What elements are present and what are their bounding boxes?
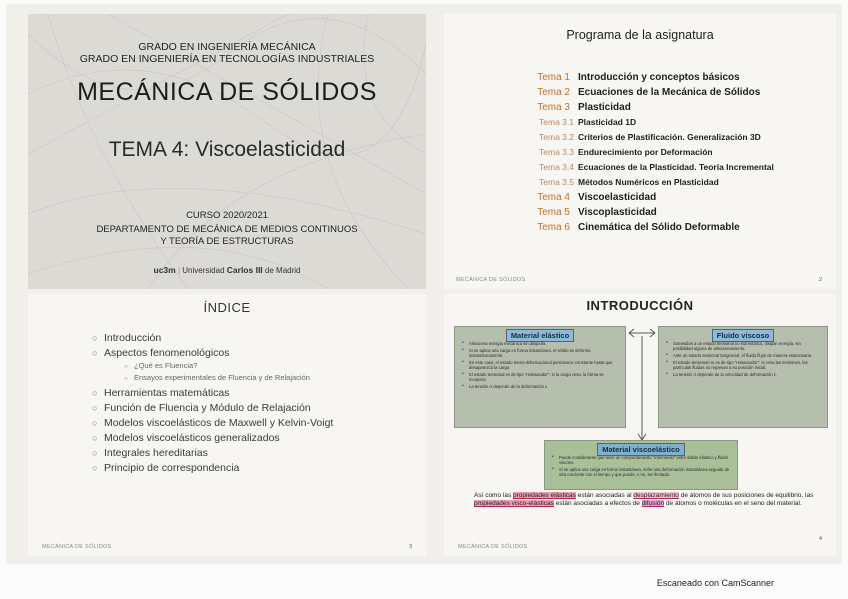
fluid-list-item: • Ante un estado tensional tangencial, el fluido fluye de manera estacionaria. (673, 353, 821, 358)
index-item-label: Aspectos fenomenológicos (104, 347, 230, 359)
viscous-fluid-box (658, 326, 828, 428)
bullet-icon: ○ (92, 348, 98, 358)
slide-cover (28, 14, 426, 289)
page-number: 4 (818, 536, 822, 542)
elastic-list-item: • La tensión σ depende de la deformación ε. (469, 384, 619, 389)
program-row-title: Plasticidad (578, 102, 631, 113)
index-item-label: Modelos viscoelásticos de Maxwell y Kelvin-Voigt (104, 417, 334, 429)
program-row (444, 162, 836, 176)
index-item-label: Principio de correspondencia (104, 462, 240, 474)
program-row-key: Tema 1 (537, 72, 570, 83)
fluid-list-item: • La tensión σ depende de la velocidad de deformación ε̇. (673, 372, 821, 377)
program-row-title: Cinemática del Sólido Deformable (578, 222, 740, 233)
para-text: de átomos o moléculas en el seno del material. (665, 500, 802, 507)
bullet-icon: ○ (124, 376, 128, 382)
page-number: 2 (818, 277, 822, 283)
program-row-key: Tema 3.5 (539, 177, 574, 187)
elastic-material-box (454, 326, 626, 428)
highlight-viscoelastic-properties: propiedades visco-elásticas (474, 500, 554, 507)
slide-footer: MECÁNICA DE SÓLIDOS (42, 544, 112, 550)
program-row-key: Tema 3.2 (539, 132, 574, 142)
viscoelastic-material-list (551, 455, 731, 479)
logo-city: de Madrid (264, 266, 301, 275)
index-item (92, 347, 230, 359)
index-item (92, 332, 161, 344)
program-row (444, 222, 836, 236)
course-title: MECÁNICA DE SÓLIDOS (77, 78, 377, 106)
para-text: de átomos de sus posiciones de equilibrio, las (680, 492, 814, 499)
program-row-key: Tema 3.1 (539, 117, 574, 127)
logo-name: Carlos III (226, 265, 263, 275)
viscous-fluid-title: Fluido viscoso (712, 329, 775, 342)
index-item-label: Integrales hereditarias (104, 447, 208, 459)
program-row-key: Tema 5 (537, 207, 570, 218)
program-row-key: Tema 4 (537, 192, 570, 203)
slide-footer: MECÁNICA DE SÓLIDOS (456, 277, 526, 283)
program-row (444, 207, 836, 221)
viscoelastic-material-title: Material viscoelástico (597, 443, 685, 456)
index-subitem (124, 361, 197, 370)
program-row-title: Endurecimiento por Deformación (578, 147, 713, 157)
index-item-label: Ensayos experimentales de Fluencia y de Relajación (134, 373, 310, 382)
elastic-material-title: Material elástico (506, 329, 574, 342)
program-row (444, 132, 836, 146)
program-row (444, 87, 836, 101)
program-row-key: Tema 6 (537, 222, 570, 233)
program-row (444, 192, 836, 206)
department-line-2: Y TEORÍA DE ESTRUCTURAS (160, 236, 294, 247)
program-row-key: Tema 2 (537, 87, 570, 98)
scanned-sheet (6, 4, 842, 564)
program-row (444, 102, 836, 116)
program-row (444, 177, 836, 191)
para-text: están asociadas a efectos de (555, 500, 640, 507)
program-heading: Programa de la asignatura (566, 28, 714, 42)
highlight-displacement: desplazamiento (633, 492, 679, 499)
elastic-list-item: • En este caso, el estado tenso-deformacional permanece constante hasta que desaparezca la carga. (469, 360, 619, 370)
fluid-list-item: • El estado tensional no es de tipo "restaurador": si cesa las tensiones, las partículas fluidas no regresan a su posición inicial. (673, 360, 821, 370)
slide-introduction (444, 294, 836, 556)
slide-program (444, 14, 836, 289)
degree-line-2: GRADO EN INGENIERÍA EN TECNOLOGÍAS INDUSTRIALES (79, 53, 375, 65)
bullet-icon: ○ (92, 388, 98, 398)
intro-paragraph (474, 492, 814, 508)
viscoelastic-list-item: • Puede considerarse que tiene un comportamiento "intermedio" entre sólido elástico y fluido viscoso. (559, 455, 731, 465)
index-item-label: Herramientas matemáticas (104, 387, 230, 399)
program-row (444, 72, 836, 86)
logo-uni: Universidad (182, 266, 225, 275)
bullet-icon: ○ (92, 403, 98, 413)
index-item-label: Modelos viscoelásticos generalizados (104, 432, 280, 444)
intro-heading: INTRODUCCIÓN (586, 298, 694, 313)
index-item-label: ¿Qué es Fluencia? (134, 361, 198, 370)
viscoelastic-material-box (544, 440, 738, 490)
academic-year: CURSO 2020/2021 (186, 210, 268, 221)
index-item (92, 462, 239, 474)
bullet-icon: ○ (92, 433, 98, 443)
degree-line-1: GRADO EN INGENIERÍA MECÁNICA (138, 41, 316, 53)
viscous-fluid-list (665, 341, 821, 379)
highlight-elastic-properties: propiedades elásticas (513, 492, 576, 499)
elastic-list-item: • El estado tensional es de tipo "restaurador": si la carga cesa, la forma se recupera. (469, 372, 619, 382)
program-row-title: Plasticidad 1D (578, 117, 637, 127)
program-row (444, 117, 836, 131)
program-row-title: Ecuaciones de la Mecánica de Sólidos (578, 87, 761, 98)
page-number: 3 (408, 544, 412, 550)
scanner-watermark: Escaneado con CamScanner (656, 578, 774, 588)
program-row-title: Introducción y conceptos básicos (578, 72, 740, 83)
logo-short: uc3m (153, 265, 176, 275)
index-item-label: Función de Fluencia y Módulo de Relajación (104, 402, 311, 414)
down-arrow-icon (636, 336, 648, 442)
index-item (92, 417, 333, 429)
viscoelastic-list-item: • Si se aplica una carga en forma instantánea, sufre una deformación instantánea seguida de otra creciente con el tiempo y que puede, o no, ser limitada. (559, 467, 731, 477)
program-row-title: Métodos Numéricos en Plasticidad (578, 177, 719, 187)
slide-footer: MECÁNICA DE SÓLIDOS (458, 544, 528, 550)
bullet-icon: ○ (92, 463, 98, 473)
program-row-key: Tema 3.3 (539, 147, 574, 157)
program-row-key: Tema 3 (537, 102, 570, 113)
bullet-icon: ○ (92, 418, 98, 428)
index-item-label: Introducción (104, 332, 162, 344)
program-row-title: Viscoplasticidad (578, 207, 657, 218)
slide-index (28, 294, 426, 556)
program-row-title: Viscoelasticidad (578, 192, 657, 203)
topic-title: TEMA 4: Viscoelasticidad (108, 138, 346, 161)
bullet-icon: ○ (124, 364, 128, 370)
university-logo: uc3m | Universidad Carlos III de Madrid (153, 265, 301, 275)
elastic-material-list (461, 341, 619, 391)
index-item (92, 432, 280, 444)
index-item (92, 447, 208, 459)
highlight-diffusion: difusión (641, 500, 665, 507)
elastic-list-item: • Si se aplica una carga en forma instantánea, el sólido se deforma instantáneamente. (469, 348, 619, 358)
index-item (92, 387, 229, 399)
para-text: están asociadas al (577, 492, 632, 499)
program-row-key: Tema 3.4 (539, 162, 574, 172)
index-item (92, 402, 311, 414)
bullet-icon: ○ (92, 448, 98, 458)
bullet-icon: ○ (92, 333, 98, 343)
program-row (444, 147, 836, 161)
index-subitem (124, 373, 310, 382)
elastic-list-item: • Almacena energía mecánica sin disiparla. (469, 341, 619, 346)
index-heading: ÍNDICE (203, 300, 251, 315)
program-row-title: Criterios de Plastificación. Generalización 3D (578, 132, 761, 142)
para-text: Así como las (474, 492, 512, 499)
program-row-title: Ecuaciones de la Plasticidad. Teoría Incremental (578, 162, 774, 172)
fluid-list-item: • Sometidos a un estado tensional no hidrostático, disipan energía, sin posibilidad alguna de almacenamiento. (673, 341, 821, 351)
department-line-1: DEPARTAMENTO DE MECÁNICA DE MEDIOS CONTINUOS (96, 224, 358, 235)
